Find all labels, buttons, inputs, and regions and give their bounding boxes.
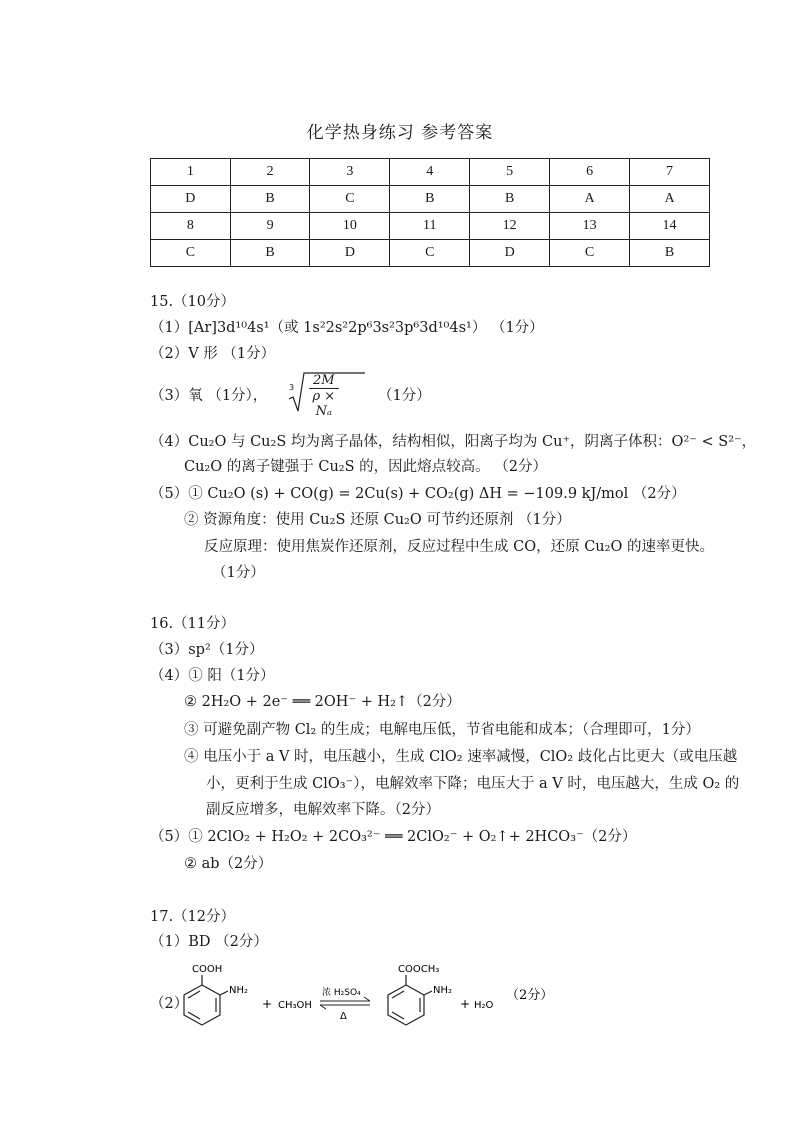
q16-part5-1: （5）① 2ClO₂ + H₂O₂ + 2CO₃²⁻ ══ 2ClO₂⁻ + O₂↑+ 2HCO₃⁻（2分） [150,829,637,845]
q17-part1: （1）BD （2分） [150,934,268,950]
plus-sign-2: + [460,997,471,1011]
plus-sign-1: + [262,997,273,1011]
question-number-cell: 1 [151,159,231,186]
question-number-cell: 11 [390,213,470,240]
q16-part4-1: （4）① 阳（1分） [150,668,275,684]
water-label: H₂O [474,1000,494,1011]
reactant-nh2-label: NH₂ [229,985,249,996]
reactant-benzene-ring [184,975,228,1025]
q15-part5-line3: 反应原理：使用焦炭作还原剂，反应过程中生成 CO，还原 Cu₂O 的速率更快。 [204,539,714,555]
question-number-cell: 8 [151,213,231,240]
answer-table-row [151,159,710,186]
q16-part3: （3）sp²（1分） [150,642,264,658]
answer-table [150,158,710,267]
q15-part2: （2）V 形 （1分） [150,346,276,362]
q15-part5-line2: ② 资源角度：使用 Cu₂S 还原 Cu₂O 可节约还原剂 （1分） [184,512,571,528]
condition-acid-label: 浓 H₂SO₄ [322,988,361,998]
q15-header: 15.（10分） [150,294,236,310]
answer-cell: A [550,186,630,213]
q15-part3-score: （1分） [378,388,431,404]
q16-part4-4b: 小，更利于生成 ClO₃⁻），电解效率下降；电压大于 a V 时，电压越大，生成 O₂ 的 [206,776,740,792]
answer-cell: B [470,186,550,213]
condition-heat-label: Δ [340,1011,347,1022]
fraction-denominator: ρ × Nₐ [312,389,336,419]
q16-part4-4a: ④ 电压小于 a V 时，电压越小，生成 ClO₂ 速率减慢，ClO₂ 歧化占比更大（或电压越 [184,749,738,765]
q17-header: 17.（12分） [150,909,236,925]
question-number-cell: 12 [470,213,550,240]
q16-header: 16.（11分） [150,616,236,632]
question-number-cell: 5 [470,159,550,186]
q17-part2-label: （2） [150,996,189,1012]
answer-table-row [151,240,710,267]
question-number-cell: 14 [630,213,710,240]
q16-part5-2: ② ab（2分） [184,856,273,872]
q15-part5-line4: （1分） [212,565,265,581]
product-nh2-label: NH₂ [433,985,453,996]
q16-part4-4c: 副反应增多，电解效率下降。（2分） [206,802,440,818]
question-number-cell: 6 [550,159,630,186]
root-fraction [309,373,339,419]
question-number-cell: 2 [230,159,310,186]
answer-cell: C [151,240,231,267]
reversible-arrow [320,997,370,1009]
answer-cell: B [230,186,310,213]
question-number-cell: 13 [550,213,630,240]
answer-cell: A [630,186,710,213]
q17-part2-score: （2分） [506,988,554,1003]
answer-cell: B [630,240,710,267]
page-title: 化学热身练习 参考答案 [306,123,494,143]
question-number-cell: 4 [390,159,470,186]
question-number-cell: 7 [630,159,710,186]
answer-cell: C [390,240,470,267]
root-index: 3 [289,383,295,392]
answer-cell: D [470,240,550,267]
q16-part4-2: ② 2H₂O + 2e⁻ ══ 2OH⁻ + H₂↑（2分） [184,694,461,710]
methanol-label: CH₃OH [278,1000,312,1011]
q15-part5-line1: （5）① Cu₂O (s) + CO(g) = 2Cu(s) + CO₂(g) ΔH = −109.9 kJ/mol （2分） [150,486,686,502]
q15-part4-line1: （4）Cu₂O 与 Cu₂S 均为离子晶体，结构相似，阳离子均为 Cu⁺，阴离子体积：O²⁻ < S²⁻， [150,434,757,450]
answer-cell: D [151,186,231,213]
answer-cell: C [310,186,390,213]
answer-table-row [151,213,710,240]
product-benzene-ring [388,975,432,1025]
q16-part4-3: ③ 可避免副产物 Cl₂ 的生成；电解电压低，节省电能和成本；（合理即可，1分） [184,722,700,738]
question-number-cell: 3 [310,159,390,186]
answer-cell: B [230,240,310,267]
answer-cell: D [310,240,390,267]
question-number-cell: 9 [230,213,310,240]
q15-part3-prefix: （3）氧 （1分）， [150,388,268,404]
answer-cell: C [550,240,630,267]
q15-part4-line2: Cu₂O 的离子键强于 Cu₂S 的，因此熔点较高。 （2分） [184,459,547,475]
answer-table-row [151,186,710,213]
product-cooch3-label: COOCH₃ [398,964,440,975]
answer-cell: B [390,186,470,213]
fraction-numerator: 2M [309,373,339,389]
q15-part1: （1）[Ar]3d¹⁰4s¹（或 1s²2s²2p⁶3s²3p⁶3d¹⁰4s¹） （1分） [150,320,544,336]
reactant-cooh-label: COOH [192,964,223,975]
question-number-cell: 10 [310,213,390,240]
esterification-reaction [170,955,590,1035]
